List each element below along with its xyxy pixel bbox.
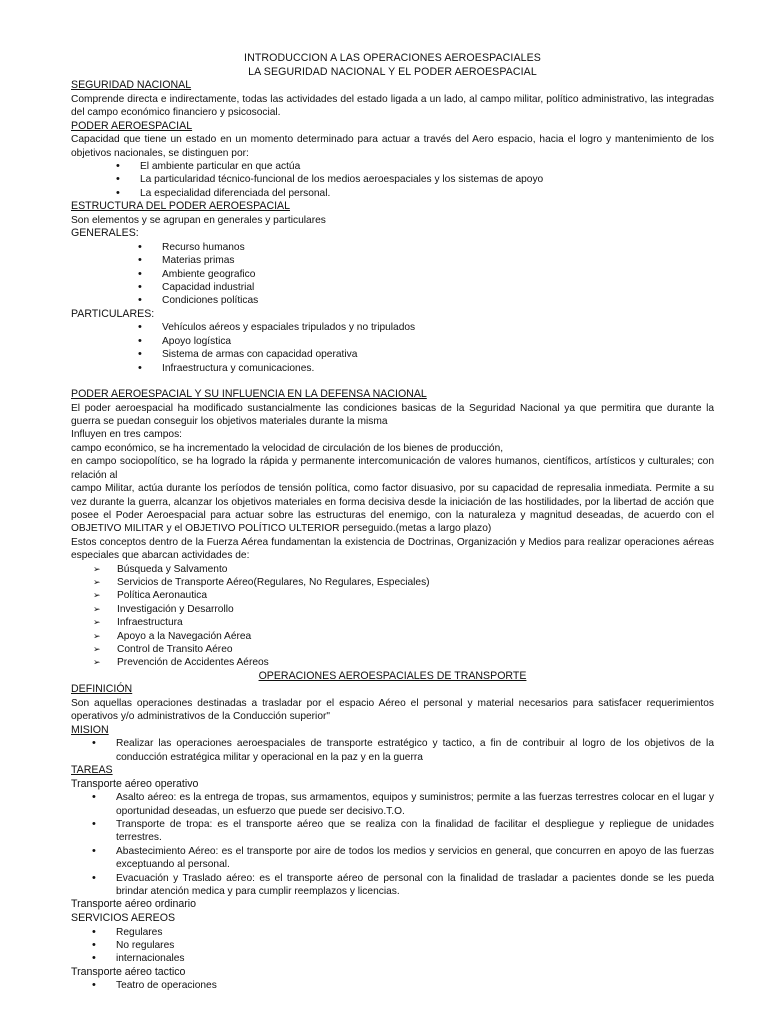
- list-item: ➢ Control de Transito Aéreo: [71, 643, 714, 656]
- document-title-line-2: LA SEGURIDAD NACIONAL Y EL PODER AEROESPACIAL: [248, 65, 537, 78]
- generales-list: [71, 241, 714, 308]
- document-title-line-1: INTRODUCCION A LAS OPERACIONES AEROESPACIALES: [244, 52, 541, 64]
- poder-heading: PODER AEROESPACIAL: [71, 119, 193, 132]
- servicios-label: SERVICIOS AEREOS: [71, 912, 176, 925]
- tareas-heading: TAREAS: [71, 764, 113, 776]
- list-item: • Infraestructura y comunicaciones.: [71, 362, 714, 375]
- list-item: • La particularidad técnico-funcional de los medios aeroespaciales y los sistemas de apoyo: [71, 173, 714, 186]
- actividades-list: [71, 563, 714, 670]
- particulares-label: PARTICULARES:: [71, 307, 155, 320]
- influencia-paragraph-1: El poder aeroespacial ha modificado sustancialmente las condiciones basicas de la Seguridad Nacional ya que permitira que durante la guerra se puedan conseguir los objetivos materiales durante la misma: [71, 402, 714, 428]
- estructura-heading: ESTRUCTURA DEL PODER AEROESPACIAL: [71, 200, 290, 213]
- influencia-paragraph-5: campo Militar, actúa durante los períodos de tensión política, como factor disuasivo, por su capacidad de represalia inmediata. Permite a su vez durante la guerra, alcanzar los objetivos materiales en forma decisiva desde la iniciación de las hostilidades, por la libertad de acción que posee el Poder Aeroespacial para actuar sobre las estructuras del enemigo, con la naturaleza y magnitud deseadas, de acuerdo con el OBJETIVO MILITAR y el OBJETIVO POLÍTICO ULTERIOR perseguido.(metas a largo plazo): [71, 483, 714, 535]
- list-item: • Capacidad industrial: [71, 281, 714, 294]
- list-item: ➢ Infraestructura: [71, 616, 714, 629]
- estructura-paragraph: Son elementos y se agrupan en generales y particulares: [71, 214, 326, 226]
- poder-paragraph: Capacidad que tiene un estado en un momento determinado para actuar a través del Aero espacio, hacia el logro y mantenimiento de los objetivos nacionales, se distinguen por:: [71, 134, 714, 159]
- poder-list: [71, 160, 714, 200]
- list-item: • Evacuación y Traslado aéreo: es el transporte aéreo de personal con la finalidad de trasladar a pacientes donde se les pueda brindar atención medica y para cumplir reemplazos y licencias.: [71, 872, 714, 899]
- definicion-paragraph: Son aquellas operaciones destinadas a trasladar por el espacio Aéreo el personal y material necesarios para satisfacer requerimientos operativos y/o administrativos de la Conducción superior": [71, 697, 714, 723]
- operativo-list: [71, 791, 714, 898]
- list-item: • Sistema de armas con capacidad operativa: [71, 348, 714, 361]
- list-item: • Vehículos aéreos y espaciales tripulados y no tripulados: [71, 321, 714, 334]
- list-item: • Abastecimiento Aéreo: es el transporte por aire de todos los medios y servicios en general, que concurren en apoyo de las fuerzas exceptuando al personal.: [71, 845, 714, 872]
- list-item: ➢ Apoyo a la Navegación Aérea: [71, 630, 714, 643]
- seguridad-paragraph: Comprende directa e indirectamente, todas las actividades del estado ligada a un lado, al campo militar, político administrativo, las integradas del campo económico financiero y psicosocial.: [71, 93, 714, 119]
- influencia-heading: PODER AEROESPACIAL Y SU INFLUENCIA EN LA DEFENSA NACIONAL: [71, 388, 427, 401]
- list-item: • El ambiente particular en que actúa: [71, 160, 714, 173]
- list-item: ➢ Prevención de Accidentes Aéreos: [71, 656, 714, 669]
- list-item: • Recurso humanos: [71, 241, 714, 254]
- list-item: • Ambiente geografico: [71, 268, 714, 281]
- influencia-paragraph-2: Influyen en tres campos:: [71, 429, 182, 441]
- list-item: • Apoyo logística: [71, 335, 714, 348]
- list-item: • Transporte de tropa: es el transporte aéreo que se realiza con la finalidad de facilitar el despliegue y repliegue de unidades terrestres.: [71, 818, 714, 845]
- list-item: ➢ Búsqueda y Salvamento: [71, 563, 714, 576]
- ordinario-label: Transporte aéreo ordinario: [71, 898, 197, 911]
- list-item: ➢ Investigación y Desarrollo: [71, 603, 714, 616]
- influencia-paragraph-3: campo económico, se ha incrementado la velocidad de circulación de los bienes de producción,: [71, 442, 504, 454]
- mision-list: [71, 737, 714, 764]
- list-item: • Realizar las operaciones aeroespaciales de transporte estratégico y tactico, a fin de contribuir al logro de los objetivos de la conducción estratégica militar y operacional en la paz y en la guerra: [71, 737, 714, 764]
- list-item: • Condiciones políticas: [71, 294, 714, 307]
- transporte-heading: OPERACIONES AEROESPACIALES DE TRANSPORTE: [258, 669, 527, 682]
- servicios-list: [71, 926, 714, 966]
- tactico-label: Transporte aéreo tactico: [71, 965, 186, 978]
- influencia-paragraph-4: en campo sociopolítico, se ha logrado la rápida y permanente intercomunicación de valores humanos, científicos, artísticos y culturales; con relación al: [71, 456, 714, 481]
- list-item: • Materias primas: [71, 254, 714, 267]
- tactico-list: [71, 979, 714, 992]
- list-item: ➢ Política Aeronautica: [71, 589, 714, 602]
- generales-label: GENERALES:: [71, 227, 139, 240]
- mision-heading: MISION: [71, 723, 109, 736]
- list-item: • Regulares: [71, 926, 714, 939]
- list-item: • No regulares: [71, 939, 714, 952]
- list-item: • internacionales: [71, 952, 714, 965]
- influencia-paragraph-6: Estos conceptos dentro de la Fuerza Aérea fundamentan la existencia de Doctrinas, Organización y Medios para realizar operaciones aéreas especiales que abarcan actividades de:: [71, 536, 714, 562]
- list-item: • Teatro de operaciones: [71, 979, 714, 992]
- definicion-heading: DEFINICIÓN: [71, 683, 133, 696]
- list-item: • La especialidad diferenciada del personal.: [71, 187, 714, 200]
- list-item: • Asalto aéreo: es la entrega de tropas, sus armamentos, equipos y suministros; permite a las fuerzas terrestres colocar en el lugar y oportunidad deseadas, un esfuerzo que puede ser decisivo.T.O.: [71, 791, 714, 818]
- particulares-list: [71, 321, 714, 375]
- operativo-label: Transporte aéreo operativo: [71, 777, 199, 790]
- seguridad-heading: SEGURIDAD NACIONAL: [71, 79, 192, 92]
- list-item: ➢ Servicios de Transporte Aéreo(Regulares, No Regulares, Especiales): [71, 576, 714, 589]
